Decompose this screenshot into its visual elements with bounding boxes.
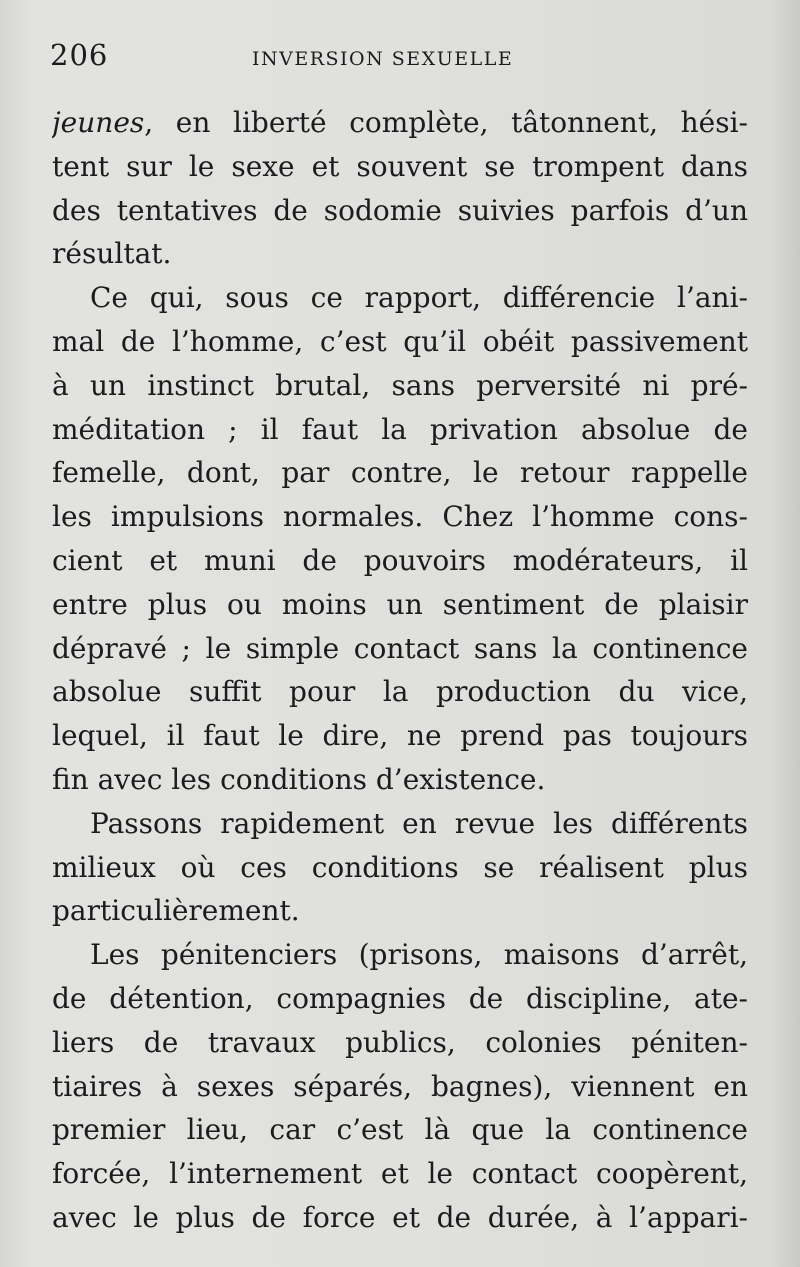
text-line <box>52 802 748 846</box>
line-text: tiaires à sexes séparés, bagnes), viennent en <box>52 1069 748 1103</box>
text-line <box>52 320 748 364</box>
text-line <box>52 1152 748 1196</box>
text-line <box>52 539 748 583</box>
text-line <box>52 232 748 276</box>
page-header <box>50 38 750 82</box>
line-text: liers de travaux publics, colonies péniten- <box>52 1025 748 1059</box>
line-text: particulièrement. <box>52 894 300 928</box>
line-text: , en liberté complète, tâtonnent, hési- <box>144 106 748 139</box>
text-line <box>52 1108 748 1152</box>
line-text: Passons rapidement en revue les différents <box>90 806 748 840</box>
text-line <box>52 451 748 495</box>
running-head: INVERSION SEXUELLE <box>252 48 514 70</box>
line-text: résultat. <box>52 237 172 271</box>
text-line <box>52 276 748 320</box>
line-text: à un instinct brutal, sans perversité ni pré- <box>52 368 748 402</box>
line-text: Ce qui, sous ce rapport, différencie l’ani- <box>90 281 748 315</box>
line-text: tent sur le sexe et souvent se trompent dans <box>52 149 748 183</box>
text-line <box>52 1196 748 1240</box>
line-text: dépravé ; le simple contact sans la continence <box>52 631 748 665</box>
text-line <box>52 1065 748 1109</box>
text-line <box>52 889 748 933</box>
text-line <box>52 758 748 802</box>
line-text: milieux où ces conditions se réalisent plus <box>52 850 748 884</box>
text-line <box>52 583 748 627</box>
text-line <box>52 145 748 189</box>
text-line <box>52 364 748 408</box>
line-text: entre plus ou moins un sentiment de plaisir <box>52 587 748 621</box>
text-line <box>52 977 748 1021</box>
line-text: méditation ; il faut la privation absolue de <box>52 412 748 446</box>
text-line <box>52 627 748 671</box>
italic-word: jeunes <box>52 106 145 139</box>
line-text: lequel, il faut le dire, ne prend pas toujours <box>52 719 748 753</box>
line-text: Les pénitenciers (prisons, maisons d’arrêt, <box>90 938 748 972</box>
text-line <box>52 714 748 758</box>
line-text: forcée, l’internement et le contact coopèrent, <box>52 1157 748 1191</box>
line-text: des tentatives de sodomie suivies parfois d’un <box>52 193 748 227</box>
line-text: cient et muni de pouvoirs modérateurs, il <box>52 543 748 577</box>
line-text: absolue suffit pour la production du vice, <box>52 675 748 709</box>
line-text: avec le plus de force et de durée, à l’appari- <box>52 1200 748 1234</box>
body-text <box>52 101 748 1240</box>
page-number: 206 <box>50 38 109 72</box>
text-line <box>52 1021 748 1065</box>
text-line <box>52 408 748 452</box>
text-line <box>52 670 748 714</box>
text-line <box>52 846 748 890</box>
line-text: fin avec les conditions d’existence. <box>52 762 546 796</box>
line-text: femelle, dont, par contre, le retour rappelle <box>52 456 748 490</box>
text-line <box>52 189 748 233</box>
text-line <box>52 495 748 539</box>
line-text: mal de l’homme, c’est qu’il obéit passivement <box>52 324 748 358</box>
text-line <box>52 101 748 145</box>
page-edge-shadow <box>772 0 800 1267</box>
text-line <box>52 933 748 977</box>
line-text: premier lieu, car c’est là que la continence <box>52 1113 748 1147</box>
line-text: de détention, compagnies de discipline, ate- <box>52 981 748 1015</box>
line-text: les impulsions normales. Chez l’homme cons- <box>52 500 748 534</box>
